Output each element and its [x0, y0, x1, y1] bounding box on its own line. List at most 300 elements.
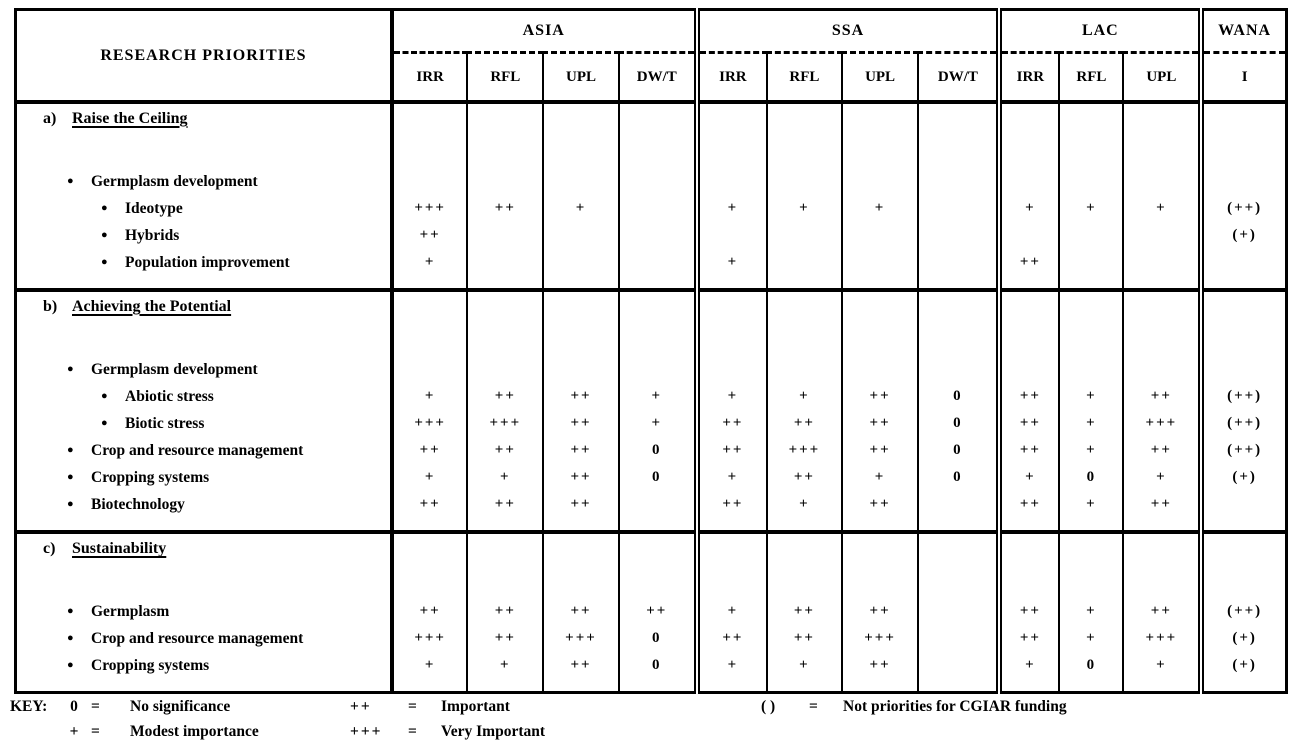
col-group-header-ssa: SSA [697, 10, 1000, 53]
priority-value-cell: ++ [392, 598, 468, 625]
priority-value-cell: + [697, 652, 767, 679]
priority-value-cell: (++) [1201, 410, 1286, 437]
priority-value-cell [999, 290, 1059, 322]
priority-value-cell [1123, 356, 1201, 383]
priority-value-cell: + [767, 652, 842, 679]
priority-value-cell [543, 222, 619, 249]
bullet-icon: ● [67, 174, 74, 187]
priority-item-label: Cropping systems [91, 656, 210, 674]
priority-value-cell [1123, 222, 1201, 249]
priority-value-cell: + [392, 652, 468, 679]
priority-value-cell [1059, 356, 1123, 383]
priority-value-cell: ++ [543, 652, 619, 679]
priority-value-cell [697, 290, 767, 322]
priority-value-cell [697, 102, 767, 134]
priority-value-cell: ++ [467, 195, 543, 222]
priority-value-cell [842, 679, 919, 693]
priority-value-cell [619, 518, 697, 532]
priority-value-cell: + [1059, 437, 1123, 464]
priority-value-cell: + [467, 464, 543, 491]
priority-value-cell [1123, 532, 1201, 564]
priority-value-cell [1123, 322, 1201, 356]
section-title-row [17, 540, 390, 558]
priority-value-cell [543, 290, 619, 322]
priority-value-cell [467, 322, 543, 356]
bullet-icon: ● [101, 416, 108, 429]
priority-value-cell: ++ [842, 383, 919, 410]
section-title-row [17, 110, 390, 128]
priority-label-cell [16, 410, 392, 437]
priority-label-cell [16, 102, 392, 134]
priority-value-cell [619, 134, 697, 168]
priority-value-cell [697, 222, 767, 249]
priority-value-cell [1059, 276, 1123, 290]
priority-value-cell [1123, 134, 1201, 168]
priority-label-cell [16, 679, 392, 693]
priority-value-cell [999, 532, 1059, 564]
priority-value-cell: + [1059, 625, 1123, 652]
priority-value-cell: + [1123, 652, 1201, 679]
priority-value-cell [697, 134, 767, 168]
priority-value-cell [999, 322, 1059, 356]
priority-value-cell [842, 532, 919, 564]
priority-value-cell [1201, 532, 1286, 564]
priority-value-cell [999, 518, 1059, 532]
priority-value-cell [999, 134, 1059, 168]
priority-value-cell: ++ [467, 625, 543, 652]
priority-value-cell [1201, 322, 1286, 356]
subcol-header-asia-dwt: DW/T [619, 53, 697, 103]
priority-value-cell: 0 [1059, 464, 1123, 491]
priority-value-cell [1201, 134, 1286, 168]
priority-value-cell: 0 [619, 464, 697, 491]
priority-value-cell [1059, 290, 1123, 322]
priority-value-cell [1123, 249, 1201, 276]
priority-value-cell: + [1059, 195, 1123, 222]
priority-value-cell: + [1059, 491, 1123, 518]
priority-item [17, 603, 390, 621]
priority-value-cell [619, 102, 697, 134]
priority-value-cell [767, 679, 842, 693]
priority-value-cell [842, 322, 919, 356]
priority-value-cell [619, 491, 697, 518]
key-meaning: Modest importance [130, 722, 259, 740]
priority-value-cell [467, 518, 543, 532]
priority-value-cell: ++ [999, 383, 1059, 410]
priority-value-cell [392, 356, 468, 383]
key-symbol: 0 [70, 697, 78, 715]
priority-value-cell: + [467, 652, 543, 679]
priority-value-cell [999, 564, 1059, 598]
priority-value-cell: ++ [999, 491, 1059, 518]
priority-value-cell: +++ [543, 625, 619, 652]
subcol-header-asia-rfl: RFL [467, 53, 543, 103]
priority-value-cell [1059, 102, 1123, 134]
priority-label-cell [16, 464, 392, 491]
priority-value-cell: 0 [619, 652, 697, 679]
priority-value-cell: ++ [619, 598, 697, 625]
key-entry-important [350, 694, 545, 719]
priority-value-cell [467, 134, 543, 168]
priority-item-label: Crop and resource management [91, 629, 304, 647]
priority-item-label: Cropping systems [91, 468, 210, 486]
priority-value-cell: +++ [1123, 410, 1201, 437]
priority-value-cell [1059, 134, 1123, 168]
priority-value-cell: (++) [1201, 383, 1286, 410]
key-legend [0, 694, 1300, 747]
priority-value-cell [999, 679, 1059, 693]
key-label: KEY: [10, 697, 48, 715]
priority-value-cell [918, 322, 999, 356]
priority-value-cell [999, 102, 1059, 134]
priority-value-cell [543, 168, 619, 195]
priority-value-cell [767, 168, 842, 195]
priority-value-cell: ++ [543, 598, 619, 625]
priority-item [17, 630, 390, 648]
priority-value-cell: ++ [999, 598, 1059, 625]
priority-label-cell [16, 322, 392, 356]
priority-item [17, 415, 390, 433]
bullet-icon: ● [101, 389, 108, 402]
priority-value-cell: 0 [918, 410, 999, 437]
priority-value-cell [1123, 564, 1201, 598]
priority-value-cell [918, 564, 999, 598]
priority-value-cell: ++ [1123, 491, 1201, 518]
priority-label-cell [16, 222, 392, 249]
bullet-icon: ● [67, 658, 74, 671]
priority-value-cell [467, 290, 543, 322]
priority-value-cell: ++ [767, 625, 842, 652]
priority-value-cell [619, 564, 697, 598]
priority-value-cell: + [697, 195, 767, 222]
priority-item [17, 442, 390, 460]
priority-item [17, 388, 390, 406]
priority-label-cell [16, 652, 392, 679]
priority-value-cell: + [619, 383, 697, 410]
priority-value-cell [918, 168, 999, 195]
priority-value-cell [619, 679, 697, 693]
section-prefix: a) [43, 110, 57, 127]
priority-value-cell: ++ [543, 383, 619, 410]
priority-value-cell: +++ [767, 437, 842, 464]
priority-value-cell: 0 [918, 383, 999, 410]
priority-value-cell [1123, 102, 1201, 134]
priority-value-cell: ++ [842, 437, 919, 464]
section-prefix: c) [43, 540, 56, 557]
priority-value-cell [767, 290, 842, 322]
priority-value-cell: +++ [842, 625, 919, 652]
priority-value-cell [767, 532, 842, 564]
priority-value-cell [619, 168, 697, 195]
priority-label-cell [16, 356, 392, 383]
priority-value-cell [1201, 564, 1286, 598]
priority-value-cell [1059, 679, 1123, 693]
priority-value-cell: + [697, 249, 767, 276]
bullet-icon: ● [67, 443, 74, 456]
priority-value-cell [467, 102, 543, 134]
priority-value-cell [1059, 168, 1123, 195]
priority-value-cell [918, 134, 999, 168]
subcol-header-ssa-dwt: DW/T [918, 53, 999, 103]
priority-value-cell [1201, 356, 1286, 383]
priority-value-cell [392, 290, 468, 322]
priority-value-cell: + [842, 464, 919, 491]
priority-value-cell [999, 168, 1059, 195]
priority-label-cell [16, 195, 392, 222]
priority-value-cell [697, 168, 767, 195]
priority-value-cell [1059, 249, 1123, 276]
priority-value-cell [619, 532, 697, 564]
priority-label-cell [16, 249, 392, 276]
priority-value-cell [392, 134, 468, 168]
priority-value-cell [1123, 518, 1201, 532]
priority-value-cell: 0 [619, 625, 697, 652]
priority-value-cell [918, 102, 999, 134]
key-meaning: No significance [130, 697, 231, 715]
priority-value-cell [767, 322, 842, 356]
priority-label-cell [16, 518, 392, 532]
key-symbol: ( ) [761, 697, 776, 715]
priority-value-cell [1201, 102, 1286, 134]
priority-value-cell [918, 356, 999, 383]
priority-value-cell: ++ [842, 410, 919, 437]
priority-value-cell [619, 356, 697, 383]
priority-item [17, 200, 390, 218]
key-entry-not-cgiar-priorities [761, 694, 1067, 719]
bullet-icon: ● [101, 228, 108, 241]
priority-value-cell [392, 564, 468, 598]
priority-value-cell [392, 102, 468, 134]
bullet-icon: ● [67, 497, 74, 510]
subcol-header-wana-i: I [1201, 53, 1286, 103]
priority-value-cell [619, 195, 697, 222]
priority-value-cell [918, 679, 999, 693]
priority-value-cell [767, 102, 842, 134]
priority-value-cell [543, 518, 619, 532]
priority-value-cell [619, 276, 697, 290]
key-entry-very-important [350, 719, 545, 744]
priority-value-cell: + [999, 464, 1059, 491]
priority-value-cell: 0 [1059, 652, 1123, 679]
key-symbol: ++ [350, 697, 372, 715]
priority-value-cell [392, 168, 468, 195]
section-title: Achieving the Potential [72, 298, 232, 315]
priority-value-cell [1123, 168, 1201, 195]
priority-item [17, 173, 390, 191]
priority-value-cell: + [1059, 383, 1123, 410]
priority-value-cell: + [767, 195, 842, 222]
priority-value-cell [842, 356, 919, 383]
priority-value-cell: ++ [697, 437, 767, 464]
priority-item-label: Biotic stress [125, 414, 205, 432]
priority-item-label: Abiotic stress [125, 387, 214, 405]
priority-value-cell: (+) [1201, 625, 1286, 652]
priority-value-cell: ++ [842, 652, 919, 679]
priority-value-cell [1123, 679, 1201, 693]
section-title: Raise the Ceiling [72, 110, 188, 127]
priority-item-label: Hybrids [125, 226, 180, 244]
section-prefix: b) [43, 298, 58, 315]
priority-item-label: Biotechnology [91, 495, 185, 513]
key-equals: = [809, 697, 818, 715]
priority-value-cell [918, 290, 999, 322]
subcol-header-asia-irr: IRR [392, 53, 468, 103]
priority-label-cell [16, 532, 392, 564]
priority-value-cell [392, 518, 468, 532]
priority-value-cell [1123, 276, 1201, 290]
key-entry-modest-importance [10, 719, 259, 744]
priority-value-cell: ++ [543, 491, 619, 518]
priority-label-cell [16, 168, 392, 195]
subcol-header-lac-irr: IRR [999, 53, 1059, 103]
priority-value-cell [918, 598, 999, 625]
col-group-header-wana: WANA [1201, 10, 1286, 53]
priority-value-cell [1201, 290, 1286, 322]
priority-value-cell [392, 679, 468, 693]
priority-value-cell [543, 276, 619, 290]
key-entry-no-significance [10, 694, 259, 719]
priority-value-cell [842, 222, 919, 249]
subcol-header-ssa-rfl: RFL [767, 53, 842, 103]
priority-value-cell [1059, 322, 1123, 356]
priority-item [17, 657, 390, 675]
priority-value-cell [918, 491, 999, 518]
priority-value-cell [842, 276, 919, 290]
priority-item [17, 469, 390, 487]
subcol-header-lac-upl: UPL [1123, 53, 1201, 103]
bullet-icon: ● [101, 255, 108, 268]
priority-value-cell: ++ [999, 249, 1059, 276]
bullet-icon: ● [67, 362, 74, 375]
priority-value-cell: + [1123, 464, 1201, 491]
bullet-icon: ● [67, 631, 74, 644]
priority-value-cell [842, 518, 919, 532]
priority-value-cell: ++ [767, 598, 842, 625]
priority-label-cell [16, 383, 392, 410]
priority-label-cell [16, 598, 392, 625]
priority-value-cell [918, 222, 999, 249]
key-equals: = [91, 722, 100, 740]
priority-value-cell [1201, 679, 1286, 693]
priority-label-cell [16, 437, 392, 464]
key-column-3 [761, 694, 1067, 719]
bullet-icon: ● [101, 201, 108, 214]
priority-value-cell: ++ [697, 491, 767, 518]
key-equals: = [408, 722, 417, 740]
priority-value-cell: ++ [467, 491, 543, 518]
priority-value-cell [543, 134, 619, 168]
priority-value-cell: + [842, 195, 919, 222]
priority-value-cell: + [1059, 410, 1123, 437]
priority-value-cell [543, 532, 619, 564]
priority-value-cell [467, 356, 543, 383]
priority-value-cell: +++ [1123, 625, 1201, 652]
priority-value-cell [767, 276, 842, 290]
priority-value-cell [918, 249, 999, 276]
priority-value-cell: + [999, 652, 1059, 679]
priority-value-cell: ++ [999, 437, 1059, 464]
priority-value-cell [842, 168, 919, 195]
priority-value-cell [767, 564, 842, 598]
priority-value-cell: ++ [467, 383, 543, 410]
priority-value-cell [467, 532, 543, 564]
priority-value-cell: + [1123, 195, 1201, 222]
priority-value-cell [999, 222, 1059, 249]
priority-value-cell [697, 518, 767, 532]
priority-value-cell [467, 564, 543, 598]
row-header-research-priorities: RESEARCH PRIORITIES [16, 10, 392, 103]
priority-value-cell: (++) [1201, 437, 1286, 464]
priority-value-cell [392, 276, 468, 290]
priority-value-cell [767, 518, 842, 532]
priority-value-cell [543, 102, 619, 134]
key-equals: = [408, 697, 417, 715]
priority-value-cell: +++ [392, 195, 468, 222]
priority-item [17, 496, 390, 514]
priority-value-cell [543, 322, 619, 356]
priority-value-cell [697, 322, 767, 356]
priority-value-cell: ++ [842, 491, 919, 518]
priority-label-cell [16, 564, 392, 598]
priority-value-cell: +++ [392, 410, 468, 437]
priority-label-cell [16, 276, 392, 290]
col-group-header-asia: ASIA [392, 10, 697, 53]
priority-item [17, 227, 390, 245]
priority-value-cell [619, 222, 697, 249]
priority-item-label: Crop and resource management [91, 441, 304, 459]
priority-value-cell: + [767, 383, 842, 410]
priority-value-cell [619, 249, 697, 276]
priority-value-cell [1201, 168, 1286, 195]
subcol-header-asia-upl: UPL [543, 53, 619, 103]
priority-value-cell [467, 168, 543, 195]
priority-label-cell [16, 625, 392, 652]
priority-label-cell [16, 290, 392, 322]
priority-value-cell [842, 290, 919, 322]
priority-value-cell [1201, 518, 1286, 532]
priority-value-cell [842, 564, 919, 598]
priority-value-cell [918, 625, 999, 652]
priority-item-label: Germplasm [91, 602, 170, 620]
priority-value-cell: + [697, 383, 767, 410]
priority-value-cell [1059, 518, 1123, 532]
key-column-1 [10, 694, 259, 744]
priority-value-cell [543, 679, 619, 693]
priority-value-cell [842, 249, 919, 276]
priority-value-cell: ++ [392, 222, 468, 249]
priority-value-cell: ++ [767, 464, 842, 491]
priority-value-cell [999, 356, 1059, 383]
section-title-row [17, 298, 390, 316]
priority-item-label: Population improvement [125, 253, 290, 271]
section-title: Sustainability [72, 540, 167, 557]
priority-value-cell [842, 134, 919, 168]
key-equals: = [91, 697, 100, 715]
priority-value-cell [392, 322, 468, 356]
priority-value-cell: ++ [543, 410, 619, 437]
subcol-header-ssa-upl: UPL [842, 53, 919, 103]
priority-value-cell [767, 222, 842, 249]
priority-value-cell [1201, 249, 1286, 276]
priority-value-cell [918, 652, 999, 679]
key-column-2 [350, 694, 545, 744]
key-symbol: + [69, 722, 79, 740]
priority-value-cell: + [392, 464, 468, 491]
priority-value-cell: + [392, 249, 468, 276]
priority-value-cell [918, 276, 999, 290]
bullet-icon: ● [67, 470, 74, 483]
priority-value-cell: 0 [619, 437, 697, 464]
